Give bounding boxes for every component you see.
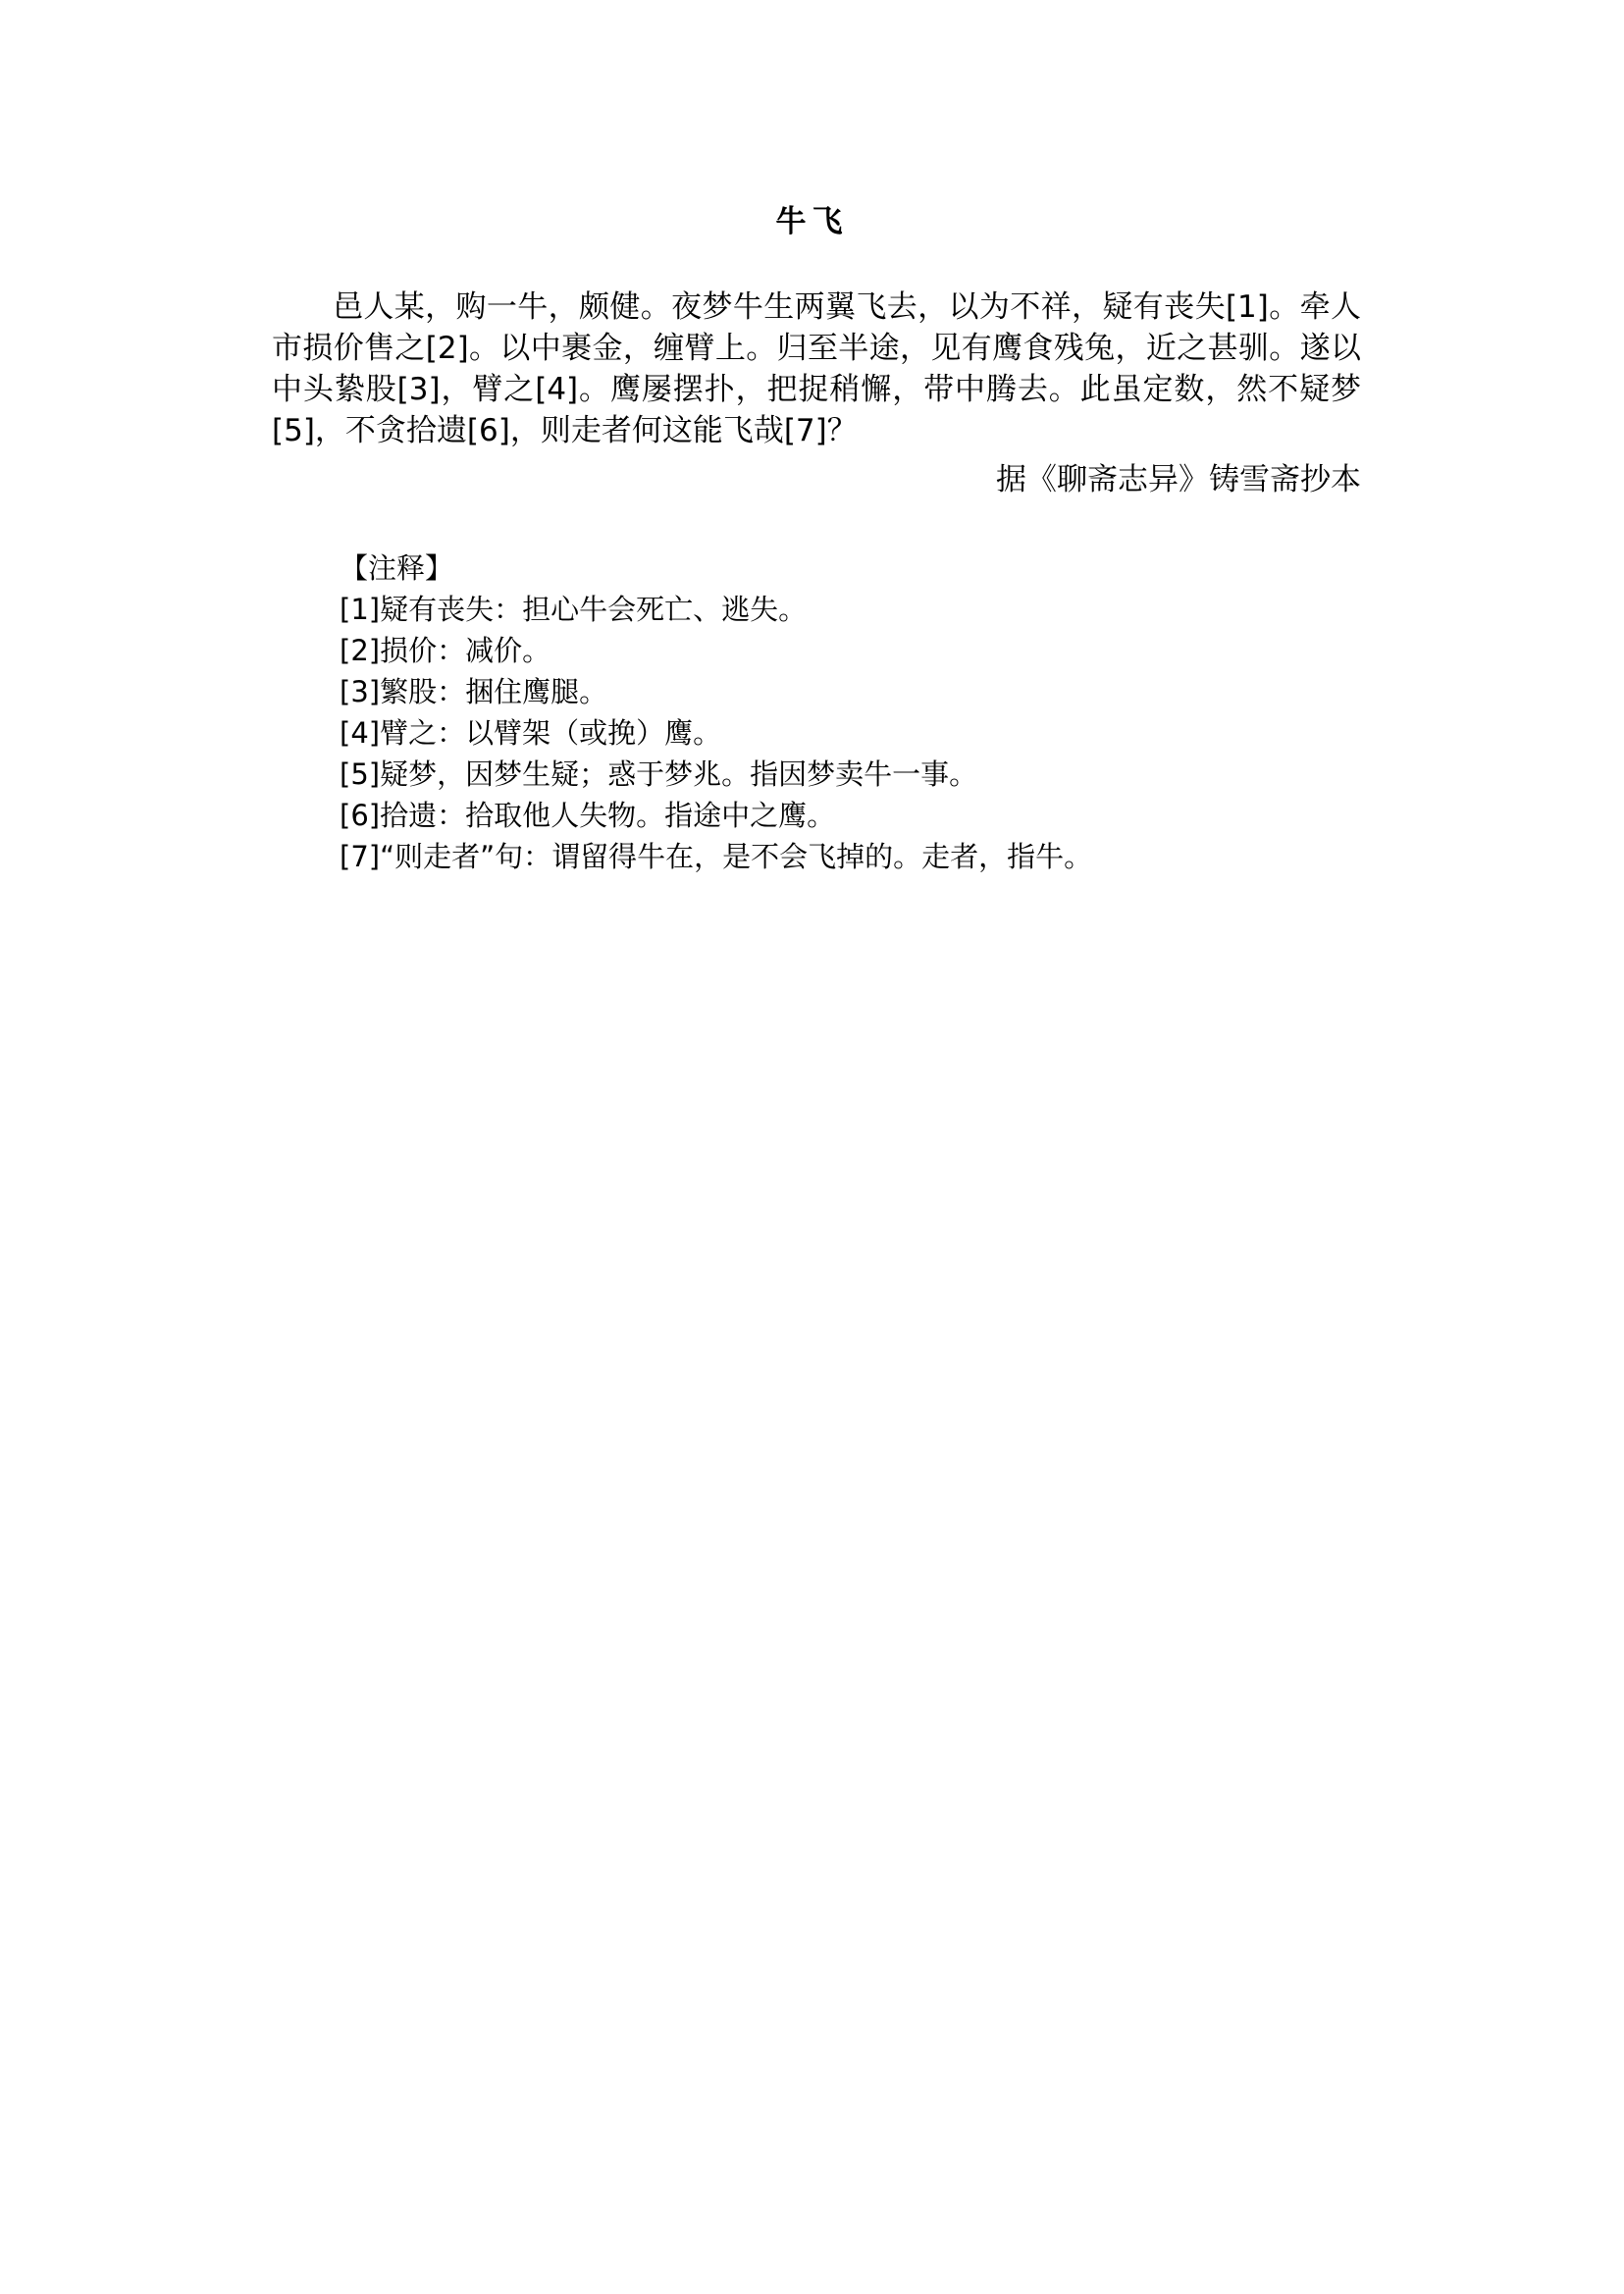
body-paragraph: 邑人某，购一牛，颇健。夜梦牛生两翼飞去，以为不祥，疑有丧失[1]。牵人市损价售之[2]。以中裹金，缠臂上。归至半途，见有鹰食残兔，近之甚驯。遂以中头絷股[3]，臂之[4]。鹰屡摆扑，把捉稍懈，带中腾去。此虽定数，然不疑梦[5]，不贪拾遗[6]，则走者何这能飞哉[7]？ xyxy=(272,289,1361,448)
note-item-2: [2]损价：减价。 xyxy=(340,634,551,667)
notes-heading: 【注释】 xyxy=(340,551,454,585)
note-item-1: [1]疑有丧失：担心牛会死亡、逃失。 xyxy=(340,593,808,626)
note-item-7: [7]“则走者”句：谓留得牛在，是不会飞掉的。走者，指牛。 xyxy=(340,840,1093,873)
note-item-3: [3]繁股：捆住鹰腿。 xyxy=(340,675,608,708)
source-attribution: 据《聊斋志异》铸雪斋抄本 xyxy=(996,462,1361,497)
note-item-4: [4]臂之：以臂架（或挽）鹰。 xyxy=(340,716,722,750)
note-item-6: [6]拾遗：拾取他人失物。指途中之鹰。 xyxy=(340,799,836,832)
document-title: 牛飞 xyxy=(775,204,849,239)
notes-section xyxy=(340,547,1321,877)
note-item-5: [5]疑梦，因梦生疑；惑于梦兆。指因梦卖牛一事。 xyxy=(340,757,978,791)
